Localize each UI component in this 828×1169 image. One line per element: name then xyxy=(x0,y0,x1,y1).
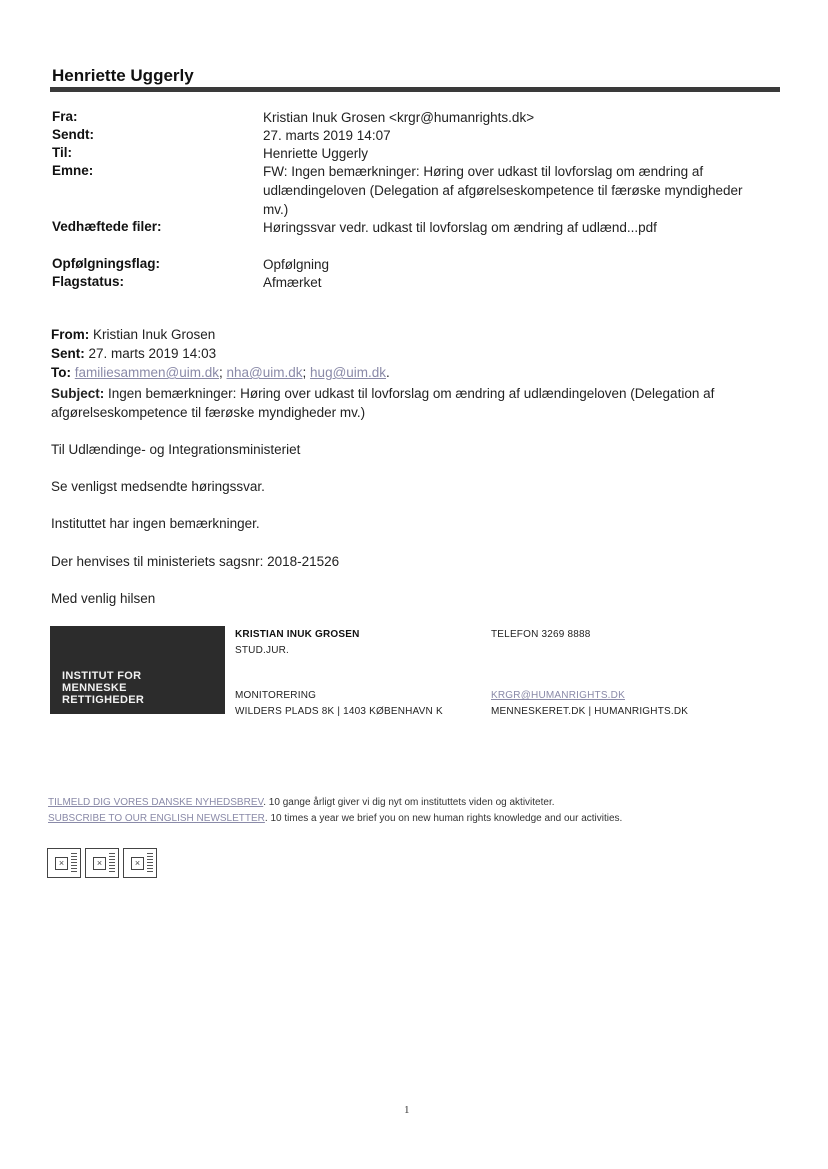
from-value: Kristian Inuk Grosen <krgr@humanrights.dk> xyxy=(263,110,535,125)
to-value: Henriette Uggerly xyxy=(263,146,369,161)
attachments-label: Vedhæftede filer: xyxy=(52,219,162,234)
followup-flag-label: Opfølgningsflag: xyxy=(52,256,160,271)
fwd-sent-line xyxy=(51,346,216,361)
signature-address: WILDERS PLADS 8K | 1403 KØBENHAVN K xyxy=(235,706,443,717)
flag-status-value: Afmærket xyxy=(263,275,322,290)
body-closing: Med venlig hilsen xyxy=(51,591,156,606)
broken-image-x-icon: × xyxy=(55,857,68,870)
newsletter-en-line xyxy=(48,813,622,824)
fwd-from-label: From: xyxy=(51,327,90,342)
recipient-link-hug[interactable]: hug@uim.dk xyxy=(310,365,387,380)
broken-image-icon[interactable] xyxy=(85,848,119,878)
recipient-link-familiesammen[interactable]: familiesammen@uim.dk xyxy=(74,365,220,380)
fwd-sent-value: 27. marts 2019 14:03 xyxy=(84,346,217,361)
body-paragraph-1: Se venligst medsendte høringssvar. xyxy=(51,479,265,494)
flag-status-label: Flagstatus: xyxy=(52,274,125,289)
subject-label: Emne: xyxy=(52,163,94,178)
logo-line-2: MENNESKE xyxy=(62,682,127,694)
fwd-to-label: To: xyxy=(51,365,71,380)
sender-header-name: Henriette Uggerly xyxy=(52,66,194,85)
body-paragraph-2: Instituttet har ingen bemærkninger. xyxy=(51,516,260,531)
broken-image-x-icon: × xyxy=(131,857,144,870)
followup-flag-value: Opfølgning xyxy=(263,257,330,272)
fwd-subject-value: Ingen bemærkninger: Høring over udkast til lovforslag om ændring af udlændingeloven (Delegation af afgørelseskompetence til færøske myndigheder mv.) xyxy=(51,386,715,420)
fwd-sent-label: Sent: xyxy=(51,346,85,361)
body-paragraph-3: Der henvises til ministeriets sagsnr: 2018-21526 xyxy=(51,554,340,569)
newsletter-dk-line xyxy=(48,797,555,808)
image-stripes xyxy=(147,853,153,873)
page-number: 1 xyxy=(404,1104,410,1116)
header-rule xyxy=(50,87,780,92)
attachments-value[interactable]: Høringssvar vedr. udkast til lovforslag om ændring af udlænd...pdf xyxy=(263,220,657,235)
signature-email-link[interactable]: KRGR@HUMANRIGHTS.DK xyxy=(491,690,625,701)
body-greeting: Til Udlændinge- og Integrationsministeriet xyxy=(51,442,301,457)
signature-title: STUD.JUR. xyxy=(235,645,290,656)
broken-image-icon[interactable] xyxy=(47,848,81,878)
fwd-subject-line xyxy=(51,384,751,422)
fwd-to-line: To: familiesammen@uim.dk; nha@uim.dk; hug@uim.dk. xyxy=(51,365,390,380)
subject-value: FW: Ingen bemærkninger: Høring over udkast til lovforslag om ændring af udlændingeloven (Delegation af afgørelseskompetence til færøske myndigheder mv.) xyxy=(263,164,743,217)
fwd-subject-label: Subject: xyxy=(51,386,105,401)
sent-value: 27. marts 2019 14:07 xyxy=(263,128,391,143)
signature-department: MONITORERING xyxy=(235,690,317,701)
newsletter-dk-link[interactable]: TILMELD DIG VORES DANSKE NYHEDSBREV xyxy=(48,797,264,808)
institute-logo-text xyxy=(62,670,144,706)
signature-name: KRISTIAN INUK GROSEN xyxy=(235,629,360,640)
broken-image-icon[interactable] xyxy=(123,848,157,878)
broken-image-x-icon: × xyxy=(93,857,106,870)
image-stripes xyxy=(109,853,115,873)
logo-line-1: INSTITUT FOR xyxy=(62,670,142,682)
newsletter-en-text: . 10 times a year we brief you on new human rights knowledge and our activities. xyxy=(264,813,623,824)
from-label: Fra: xyxy=(52,109,78,124)
image-stripes xyxy=(71,853,77,873)
newsletter-dk-text: . 10 gange årligt giver vi dig nyt om instituttets viden og aktiviteter. xyxy=(263,797,555,808)
signature-websites: MENNESKERET.DK | HUMANRIGHTS.DK xyxy=(491,706,689,717)
to-label: Til: xyxy=(52,145,72,160)
institute-logo xyxy=(50,626,225,714)
newsletter-en-link[interactable]: SUBSCRIBE TO OUR ENGLISH NEWSLETTER xyxy=(48,813,265,824)
fwd-from-value: Kristian Inuk Grosen xyxy=(89,327,216,342)
sent-label: Sendt: xyxy=(52,127,94,142)
fwd-from-line xyxy=(51,327,215,342)
recipient-link-nha[interactable]: nha@uim.dk xyxy=(226,365,303,380)
logo-line-3: RETTIGHEDER xyxy=(62,694,145,706)
signature-phone: TELEFON 3269 8888 xyxy=(491,629,591,640)
